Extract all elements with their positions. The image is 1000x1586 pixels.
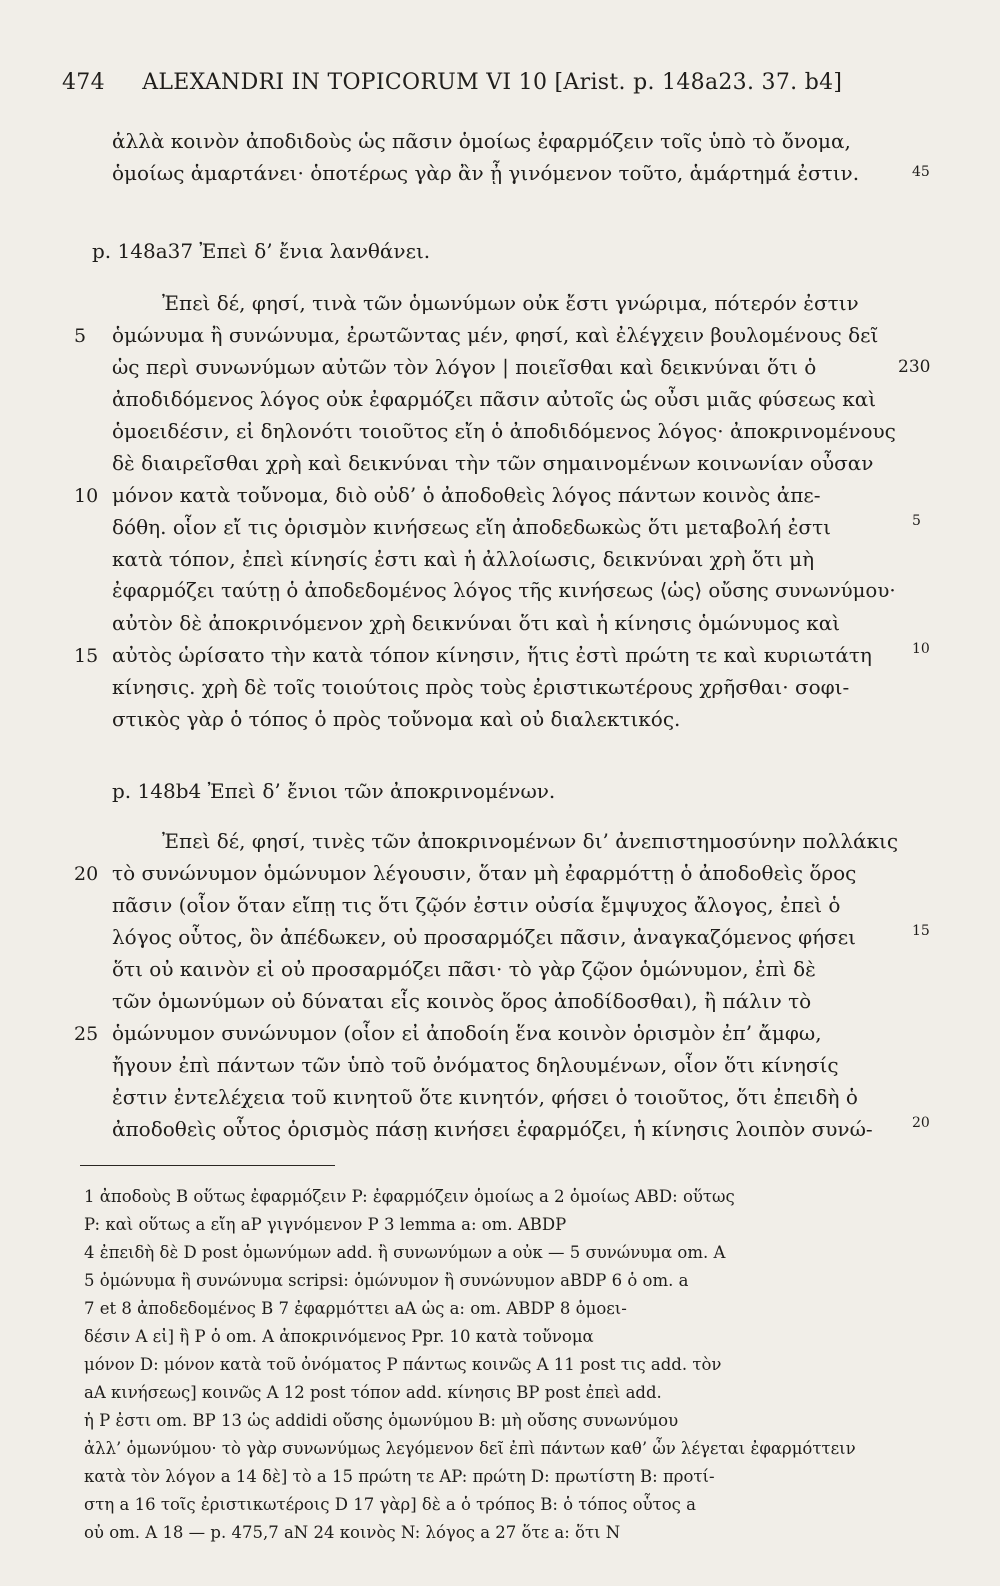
text-line: ὁμώνυμα ἢ συνώνυμα, ἐρωτῶντας μέν, φησί, καὶ ἐλέγχειν βουλομένους δεῖ	[112, 323, 879, 347]
text-line: τὸ συνώνυμον ὁμώνυμον λέγουσιν, ὅταν μὴ ἐφαρμόττῃ ὁ ἀποδοθεὶς ὅρος	[112, 861, 857, 885]
text-line: πᾶσιν (οἷον ὅταν εἴπῃ τις ὅτι ζῷόν ἐστιν οὐσία ἔμψυχος ἄλογος, ἐπεὶ ὁ	[112, 893, 841, 917]
margin-number: 5	[912, 513, 921, 529]
text-line: λόγος οὗτος, ὃν ἀπέδωκεν, οὐ προσαρμόζει πᾶσιν, ἀναγκαζόμενος φήσει	[112, 925, 856, 949]
text-line: αὐτὸν δὲ ἀποκρινόμενον χρὴ δεικνύναι ὅτι καὶ ἡ κίνησις ὁμώνυμος καὶ	[112, 611, 841, 635]
footnote-line: aA κινήσεως] κοινῶς A 12 post τόπον add. κίνησις BP post ἐπεὶ add.	[84, 1383, 662, 1402]
margin-number: 20	[912, 1115, 930, 1131]
text-line: ἤγουν ἐπὶ πάντων τῶν ὑπὸ τοῦ ὀνόματος δηλουμένων, οἷον ὅτι κίνησίς	[112, 1053, 839, 1077]
text-line: στικὸς γὰρ ὁ τόπος ὁ πρὸς τοὔνομα καὶ οὐ διαλεκτικός.	[112, 707, 681, 731]
margin-number: 45	[912, 164, 930, 180]
text-line: ὁμώνυμον συνώνυμον (οἷον εἰ ἀποδοίη ἕνα κοινὸν ὁρισμὸν ἐπ’ ἄμφω,	[112, 1021, 822, 1045]
text-line: τῶν ὁμωνύμων οὐ δύναται εἷς κοινὸς ὅρος ἀποδίδοσθαι), ἢ πάλιν τὸ	[112, 989, 812, 1013]
footnote-line: μόνον D: μόνον κατὰ τοῦ ὀνόματος P πάντως κοινῶς A 11 post τις add. τὸν	[84, 1355, 722, 1374]
footnote-line: οὐ om. A 18 — p. 475,7 aN 24 κοινὸς N: λόγος a 27 ὅτε a: ὅτι N	[84, 1523, 621, 1542]
margin-number: 10	[912, 641, 930, 657]
footnote-line: στη a 16 τοῖς ἐριστικωτέροις D 17 γὰρ] δὲ a ὁ τρόπος B: ὁ τόπος οὗτος a	[84, 1495, 696, 1514]
footnote-line: 7 et 8 ἀποδεδομένος B 7 ἐφαρμόττει aA ὡς a: om. ABDP 8 ὁμοει-	[84, 1299, 627, 1318]
text-line: ἐφαρμόζει ταύτῃ ὁ ἀποδεδομένος λόγος τῆς κινήσεως ⟨ὡς⟩ οὔσης συνωνύμου·	[112, 579, 896, 602]
footnote-line: 4 ἐπειδὴ δὲ D post ὁμωνύμων add. ἢ συνωνύμων a οὐκ — 5 συνώνυμα om. A	[84, 1243, 726, 1262]
line-number: 25	[74, 1023, 99, 1045]
text-line: ὡς περὶ συνωνύμων αὐτῶν τὸν λόγον | ποιεῖσθαι καὶ δεικνύναι ὅτι ὁ	[112, 355, 817, 379]
footnote-line: ἀλλ’ ὁμωνύμου· τὸ γὰρ συνωνύμως λεγόμενον δεῖ ἐπὶ πάντων καθ’ ὧν λέγεται ἐφαρμόττειν	[84, 1439, 856, 1458]
text-line: κατὰ τόπον, ἐπεὶ κίνησίς ἐστι καὶ ἡ ἀλλοίωσις, δεικνύναι χρὴ ὅτι μὴ	[112, 547, 815, 571]
line-number: 5	[74, 325, 87, 347]
margin-number: 15	[912, 923, 930, 939]
text-line: ἀποδιδόμενος λόγος οὐκ ἐφαρμόζει πᾶσιν αὐτοῖς ὡς οὖσι μιᾶς φύσεως καὶ	[112, 387, 877, 411]
footnote-line: P: καὶ οὕτως a εἴη aP γιγνόμενον P 3 lemma a: om. ABDP	[84, 1215, 567, 1234]
text-line: αὐτὸς ὡρίσατο τὴν κατὰ τόπον κίνησιν, ἥτις ἐστὶ πρώτη τε καὶ κυριωτάτη	[112, 643, 872, 667]
text-line: κίνησις. χρὴ δὲ τοῖς τοιούτοις πρὸς τοὺς ἐριστικωτέρους χρῆσθαι· σοφι-	[112, 675, 850, 699]
text-line: ἐστιν ἐντελέχεια τοῦ κινητοῦ ὅτε κινητόν, φήσει ὁ τοιοῦτος, ὅτι ἐπειδὴ ὁ	[112, 1085, 858, 1109]
lemma-heading: p. 148b4 Ἐπεὶ δ’ ἔνιοι τῶν ἀποκρινομένων.	[112, 779, 556, 803]
text-line: ὁμοειδέσιν, εἰ δηλονότι τοιοῦτος εἴη ὁ ἀποδιδόμενος λόγος· ἀποκρινομένους	[112, 419, 896, 443]
text-line: μόνον κατὰ τοὔνομα, διὸ οὐδ’ ὁ ἀποδοθεὶς λόγος πάντων κοινὸς ἀπε-	[112, 483, 821, 507]
footnote-line: κατὰ τὸν λόγον a 14 δὲ] τὸ a 15 πρώτη τε AP: πρώτη D: πρωτίστη B: προτί-	[84, 1467, 715, 1486]
footnote-line: 5 ὁμώνυμα ἢ συνώνυμα scripsi: ὁμώνυμον ἢ συνώνυμον aBDP 6 ὁ om. a	[84, 1271, 689, 1290]
text-line: Ἐπεὶ δέ, φησί, τινὰ τῶν ὁμωνύμων οὐκ ἔστι γνώριμα, πότερόν ἐστιν	[162, 291, 859, 315]
footnote-line: ἡ P ἐστι om. BP 13 ὡς addidi οὔσης ὁμωνύμου B: μὴ οὔσης συνωνύμου	[84, 1411, 679, 1430]
text-line: ἀλλὰ κοινὸν ἀποδιδοὺς ὡς πᾶσιν ὁμοίως ἐφαρμόζειν τοῖς ὑπὸ τὸ ὄνομα,	[112, 129, 851, 153]
running-header	[62, 70, 942, 95]
text-line: δὲ διαιρεῖσθαι χρὴ καὶ δεικνύναι τὴν τῶν σημαινομένων κοινωνίαν οὖσαν	[112, 451, 874, 475]
text-line: ὁμοίως ἁμαρτάνει· ὁποτέρως γὰρ ἂν ᾖ γινόμενον τοῦτο, ἁμάρτημά ἐστιν.	[112, 161, 860, 185]
running-title: ALEXANDRI IN TOPICORUM VI 10 [Arist. p. 148a23. 37. b4]	[142, 70, 843, 95]
line-number: 10	[74, 485, 99, 507]
text-line: Ἐπεὶ δέ, φησί, τινὲς τῶν ἀποκρινομένων δι’ ἀνεπιστημοσύνην πολλάκις	[162, 829, 899, 853]
page-number: 474	[62, 70, 105, 95]
text-line: δόθη. οἷον εἴ τις ὁρισμὸν κινήσεως εἴη ἀποδεδωκὼς ὅτι μεταβολή ἐστι	[112, 515, 831, 539]
text-line: ἀποδοθεὶς οὗτος ὁρισμὸς πάσῃ κινήσει ἐφαρμόζει, ἡ κίνησις λοιπὸν συνώ-	[112, 1117, 873, 1141]
footnote-line: 1 ἀποδοὺς B οὕτως ἐφαρμόζειν P: ἐφαρμόζειν ὁμοίως a 2 ὁμοίως ABD: οὕτως	[84, 1187, 735, 1206]
lemma-heading: p. 148a37 Ἐπεὶ δ’ ἔνια λανθάνει.	[92, 239, 431, 263]
line-number: 15	[74, 645, 99, 667]
footnote-rule	[80, 1165, 335, 1166]
text-line: ὅτι οὐ καινὸν εἰ οὐ προσαρμόζει πᾶσι· τὸ γὰρ ζῷον ὁμώνυμον, ἐπὶ δὲ	[112, 957, 816, 981]
line-number: 20	[74, 863, 99, 885]
margin-number: 230	[898, 357, 931, 377]
footnote-line: δέσιν A εἰ] ἢ P ὁ om. A ἀποκρινόμενος Ppr. 10 κατὰ τοὔνομα	[84, 1327, 594, 1346]
